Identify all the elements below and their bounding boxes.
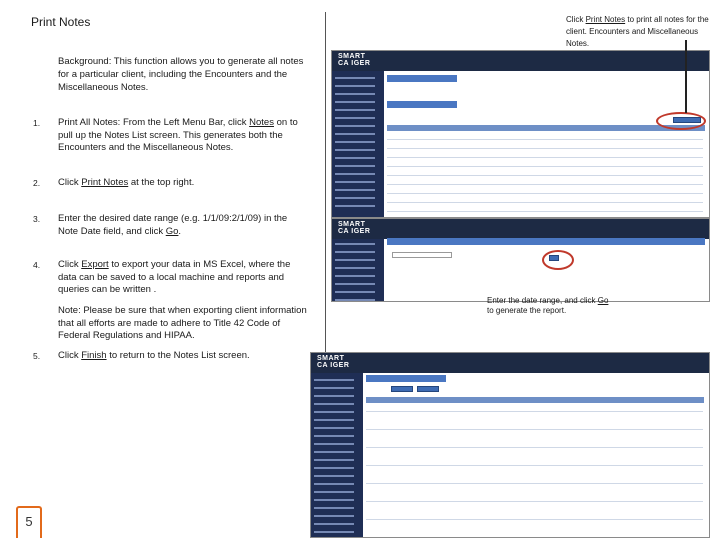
top-callout-pre: Click xyxy=(566,15,586,24)
top-callout xyxy=(566,14,716,50)
step-text: Click xyxy=(58,259,82,270)
report-screenshot xyxy=(310,352,710,538)
notes-link[interactable]: Notes xyxy=(249,117,274,128)
note-text: Note: Please be sure that when exporting client information that all efforts are made to adhere to Title 42 Code of Federal Regulations and HIPAA. xyxy=(58,305,307,341)
finish-button[interactable] xyxy=(417,386,439,392)
step-2 xyxy=(33,177,323,190)
step-4 xyxy=(33,259,323,297)
step-number: 3. xyxy=(33,214,41,224)
page-number: 5 xyxy=(25,514,33,529)
step-text: on to pull up the Notes List screen. This generates both the Encounters and the Miscellaneous Notes. xyxy=(58,117,298,153)
background-text: Background: This function allows you to generate all notes for a particular client, including the Encounters and the Miscellaneous Notes. xyxy=(58,56,304,93)
notes-list-screenshot xyxy=(331,50,710,218)
step-text: Click xyxy=(58,350,82,361)
step-text: . xyxy=(178,225,182,237)
page-title: Print Notes xyxy=(31,15,91,29)
go-callout xyxy=(487,296,617,316)
print-notes-link[interactable]: Print Notes xyxy=(81,177,129,188)
step-text: to export your data in MS Excel, where the data can be saved to a local machine and reports and queries can be written . xyxy=(58,259,291,295)
step-number: 4. xyxy=(33,260,41,270)
step-number: 1. xyxy=(33,118,41,128)
step-3 xyxy=(33,213,323,238)
app-brand: SMART CA IGER xyxy=(338,53,371,67)
step-1 xyxy=(33,117,323,155)
arrow-line xyxy=(685,40,687,113)
app-header xyxy=(311,353,709,373)
step-5 xyxy=(33,350,323,363)
go-callout-pre: Enter the date range, and click xyxy=(487,296,598,305)
print-notes-link[interactable]: Print Notes xyxy=(585,15,626,24)
app-header xyxy=(332,51,709,71)
date-range-screenshot xyxy=(331,218,710,302)
left-menu-bar xyxy=(311,373,363,537)
go-link[interactable]: Go xyxy=(597,296,609,305)
app-brand: SMART CA IGER xyxy=(317,355,350,369)
highlight-circle xyxy=(656,112,706,130)
step-text: to return to the Notes List screen. xyxy=(106,350,250,361)
app-header xyxy=(332,219,709,239)
app-brand: SMART CA IGER xyxy=(338,221,371,235)
go-link[interactable]: Go xyxy=(165,225,179,237)
left-menu-bar xyxy=(332,71,384,217)
go-callout-post: to generate the report. xyxy=(487,306,567,315)
page-number-box xyxy=(16,506,42,538)
step-text: Click xyxy=(58,177,82,188)
finish-link[interactable]: Finish xyxy=(81,350,107,361)
top-callout-post: to print all notes for the client. Encounters and Miscellaneous Notes. xyxy=(566,15,709,48)
step-number: 2. xyxy=(33,178,41,188)
step-number: 5. xyxy=(33,351,41,361)
export-button[interactable] xyxy=(391,386,413,392)
step-text: Print All Notes: From the Left Menu Bar, click xyxy=(58,117,250,128)
left-menu-bar xyxy=(332,239,384,301)
step-text: Enter the desired date range (e.g. 1/1/09:2/1/09) in the Note Date field, and click xyxy=(58,213,288,237)
highlight-circle xyxy=(542,250,574,270)
export-link[interactable]: Export xyxy=(81,259,109,270)
step-text: at the top right. xyxy=(128,177,195,188)
